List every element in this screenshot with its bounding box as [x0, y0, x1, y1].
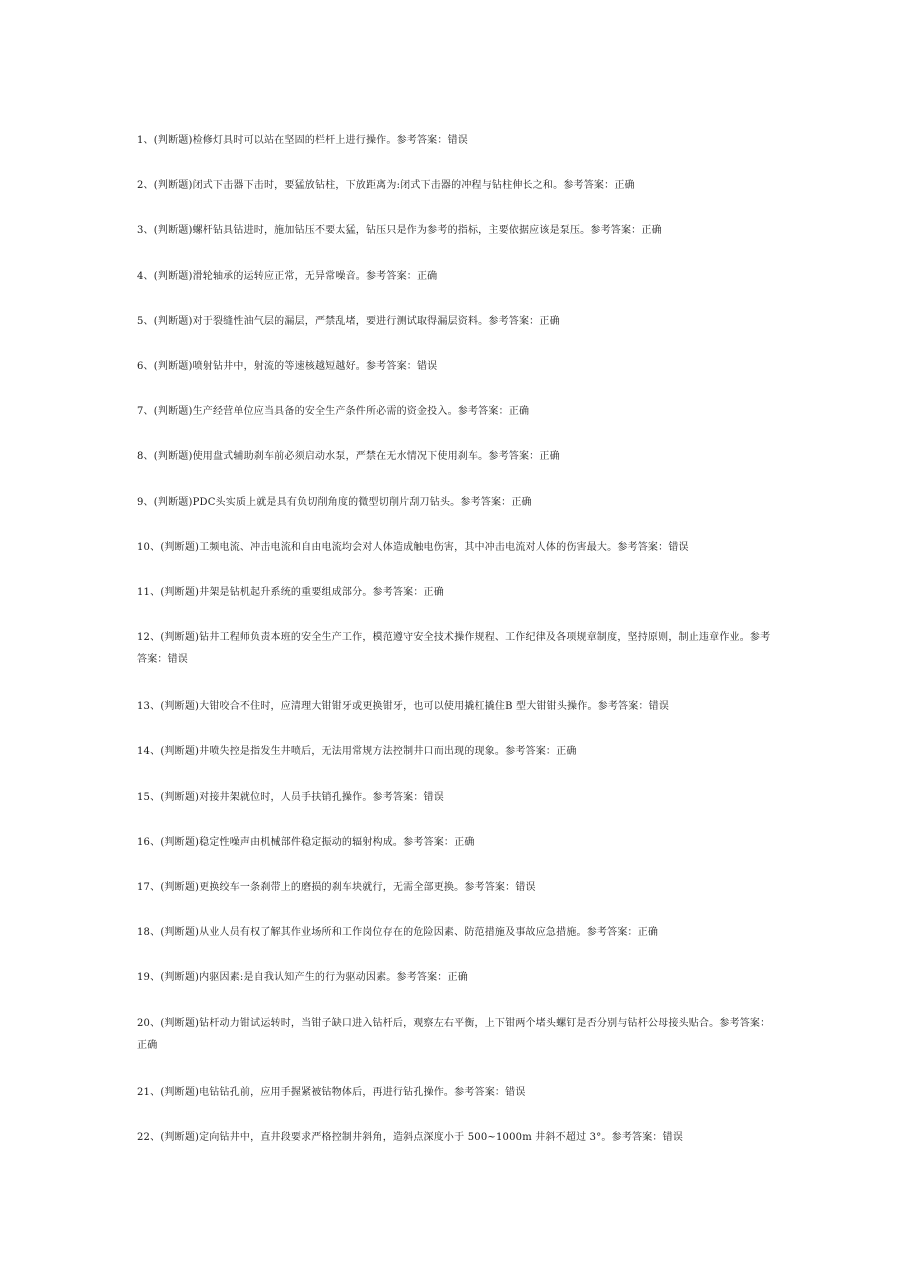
question-1: 1、(判断题)检修灯具时可以站在坚固的栏杆上进行操作。参考答案：错误 [137, 135, 468, 146]
question-12: 12、(判断题)钻井工程师负责本班的安全生产工作，模范遵守安全技术操作规程、工作纪律及各项规章制度，坚持原则，制止违章作业。参考答案：错误 [137, 632, 771, 665]
question-13: 13、(判断题)大钳咬合不住时，应清理大钳钳牙或更换钳牙，也可以使用撬杠撬住B 型大钳钳头操作。参考答案：错误 [137, 701, 670, 712]
question-2: 2、(判断题)闭式下击器下击时，要猛放钻柱，下放距离为:闭式下击器的冲程与钻柱伸长之和。参考答案：正确 [137, 180, 635, 191]
question-8: 8、(判断题)使用盘式辅助刹车前必须启动水泵，严禁在无水情况下使用刹车。参考答案：正确 [137, 451, 560, 462]
question-18: 18、(判断题)从业人员有权了解其作业场所和工作岗位存在的危险因素、防范措施及事故应急措施。参考答案：正确 [137, 927, 659, 938]
question-3: 3、(判断题)螺杆钻具钻进时，施加钻压不要太猛，钻压只是作为参考的指标，主要依据应该是泵压。参考答案：正确 [137, 225, 662, 236]
question-19: 19、(判断题)内驱因素:是自我认知产生的行为驱动因素。参考答案：正确 [137, 972, 468, 983]
question-16: 16、(判断题)稳定性噪声由机械部件稳定振动的辐射构成。参考答案：正确 [137, 837, 475, 848]
question-21: 21、(判断题)电钻钻孔前，应用手握紧被钻物体后，再进行钻孔操作。参考答案：错误 [137, 1087, 526, 1098]
question-22: 22、(判断题)定向钻井中，直井段要求严格控制井斜角，造斜点深度小于 500~1000m 井斜不超过 3°。参考答案：错误 [137, 1132, 684, 1143]
question-11: 11、(判断题)井架是钻机起升系统的重要组成部分。参考答案：正确 [137, 587, 444, 598]
question-14: 14、(判断题)井喷失控是指发生井喷后，无法用常规方法控制井口而出现的现象。参考答案：正确 [137, 746, 577, 757]
question-7: 7、(判断题)生产经营单位应当具备的安全生产条件所必需的资金投入。参考答案：正确 [137, 406, 530, 417]
question-17: 17、(判断题)更换绞车一条刹带上的磨损的刹车块就行，无需全部更换。参考答案：错误 [137, 882, 536, 893]
question-4: 4、(判断题)滑轮轴承的运转应正常，无异常噪音。参考答案：正确 [137, 271, 438, 282]
question-15: 15、(判断题)对接井架就位时，人员手扶销孔操作。参考答案：错误 [137, 792, 444, 803]
question-10: 10、(判断题)工频电流、冲击电流和自由电流均会对人体造成触电伤害，其中冲击电流对人体的伤害最大。参考答案：错误 [137, 542, 689, 553]
question-5: 5、(判断题)对于裂缝性油气层的漏层，严禁乱堵，要进行测试取得漏层资料。参考答案：正确 [137, 316, 560, 327]
question-20: 20、(判断题)钻杆动力钳试运转时，当钳子缺口进入钻杆后，观察左右平衡，上下钳两个堵头螺钉是否分别与钻杆公母接头贴合。参考答案：正确 [137, 1018, 771, 1051]
question-9: 9、(判断题)PDC头实质上就是具有负切削角度的微型切削片刮刀钻头。参考答案：正确 [137, 497, 532, 508]
question-6: 6、(判断题)喷射钻井中，射流的等速核越短越好。参考答案：错误 [137, 361, 438, 372]
